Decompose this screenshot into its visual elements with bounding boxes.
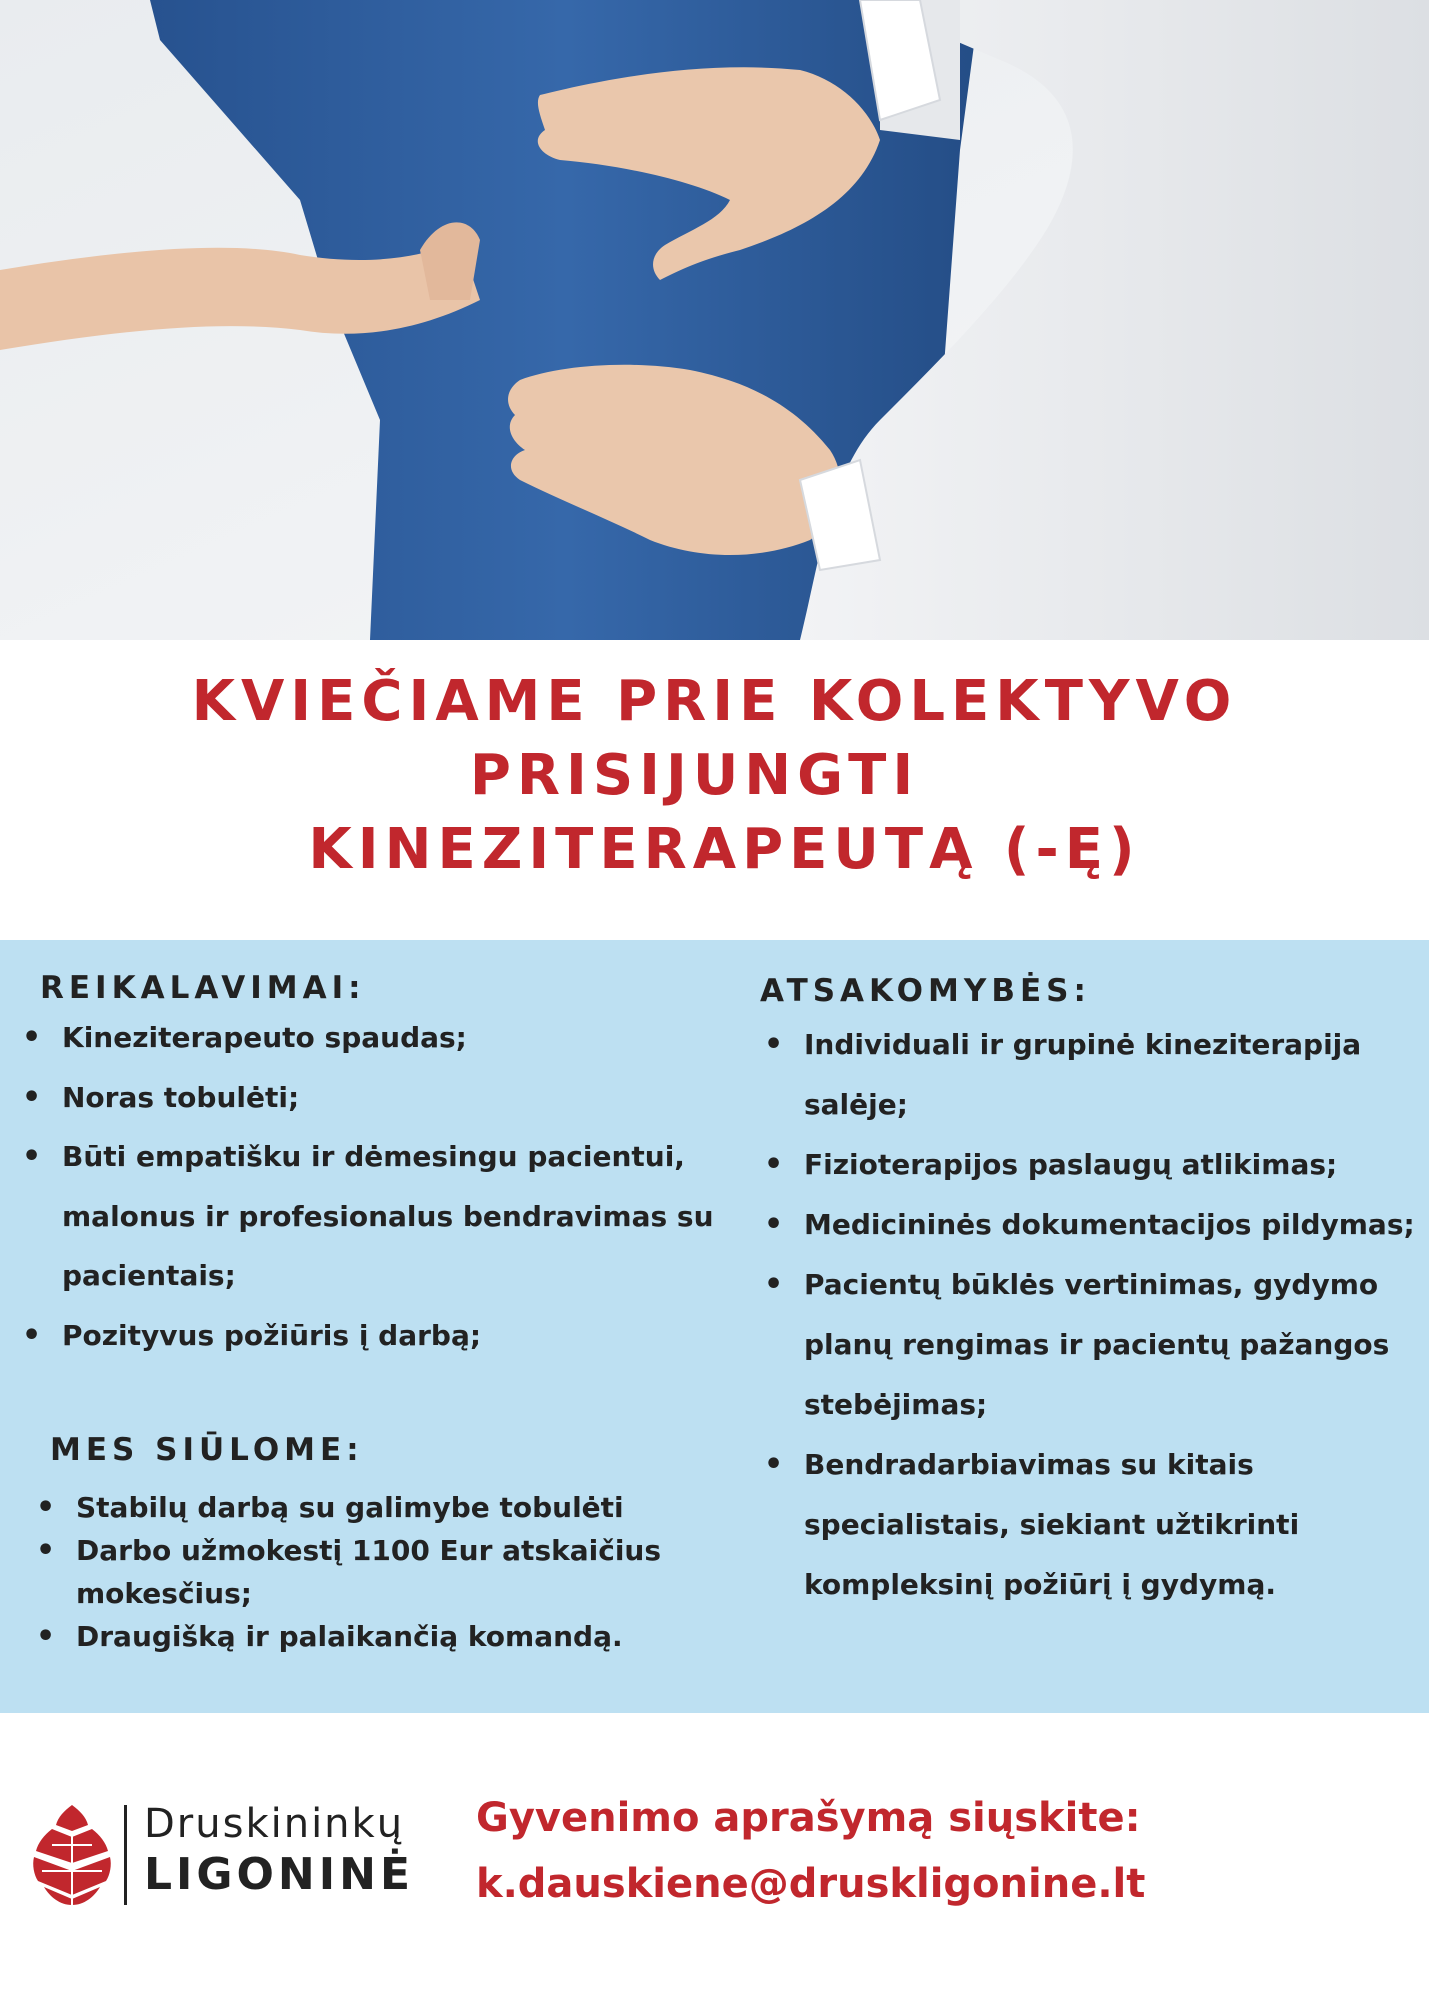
list-item: • Noras tobulėti; — [14, 1068, 724, 1128]
list-item: • Būti empatišku ir dėmesingu pacientui, malonus ir profesionalus bendravimas su pacientais; — [14, 1127, 724, 1306]
list-item: • Medicininės dokumentacijos pildymas; — [756, 1195, 1426, 1255]
logo-name: Druskininkų — [144, 1801, 405, 1847]
list-item: • Pacientų būklės vertinimas, gydymo planų rengimas ir pacientų pažangos stebėjimas; — [756, 1255, 1426, 1435]
headline-line-3: KINEZITERAPEUTĄ (-Ę) — [308, 817, 1141, 882]
list-item: • Pozityvus požiūris į darbą; — [14, 1306, 724, 1366]
list-item: • Bendradarbiavimas su kitais specialistais, siekiant užtikrinti kompleksinį požiūrį į gydymą. — [756, 1435, 1426, 1615]
headline-line-2: PRISIJUNGTI — [469, 743, 920, 808]
contact-email-link[interactable]: k.dauskiene@druskligonine.lt — [476, 1861, 1146, 1907]
headline — [0, 665, 1429, 887]
hospital-logo — [20, 1787, 460, 1915]
list-item: • Fizioterapijos paslaugų atlikimas; — [756, 1135, 1426, 1195]
responsibilities-list — [756, 1015, 1426, 1615]
list-item: • Kineziterapeuto spaudas; — [14, 1008, 724, 1068]
list-item: • Stabilų darbą su galimybe tobulėti — [28, 1486, 718, 1529]
list-item: • Draugišką ir palaikančią komandą. — [28, 1615, 718, 1658]
info-panel — [0, 940, 1429, 1713]
logo-divider — [124, 1805, 127, 1905]
requirements-list — [14, 1008, 724, 1365]
list-item: • Darbo užmokestį 1100 Eur atskaičius mokesčius; — [28, 1529, 718, 1615]
pinecone-icon — [30, 1805, 114, 1905]
physiotherapy-illustration — [0, 0, 1429, 640]
list-item: • Individuali ir grupinė kineziterapija salėje; — [756, 1015, 1426, 1135]
contact-block — [476, 1785, 1145, 1917]
offer-title: MES SIŪLOME: — [50, 1432, 364, 1468]
headline-line-1: KVIEČIAME PRIE KOLEKTYVO — [191, 669, 1238, 734]
responsibilities-title: ATSAKOMYBĖS: — [760, 973, 1091, 1009]
contact-label: Gyvenimo aprašymą siųskite: — [476, 1795, 1141, 1841]
logo-subtitle: LIGONINĖ — [144, 1849, 415, 1900]
hero-photo — [0, 0, 1429, 640]
requirements-title: REIKALAVIMAI: — [40, 970, 366, 1006]
offer-list — [28, 1486, 718, 1658]
